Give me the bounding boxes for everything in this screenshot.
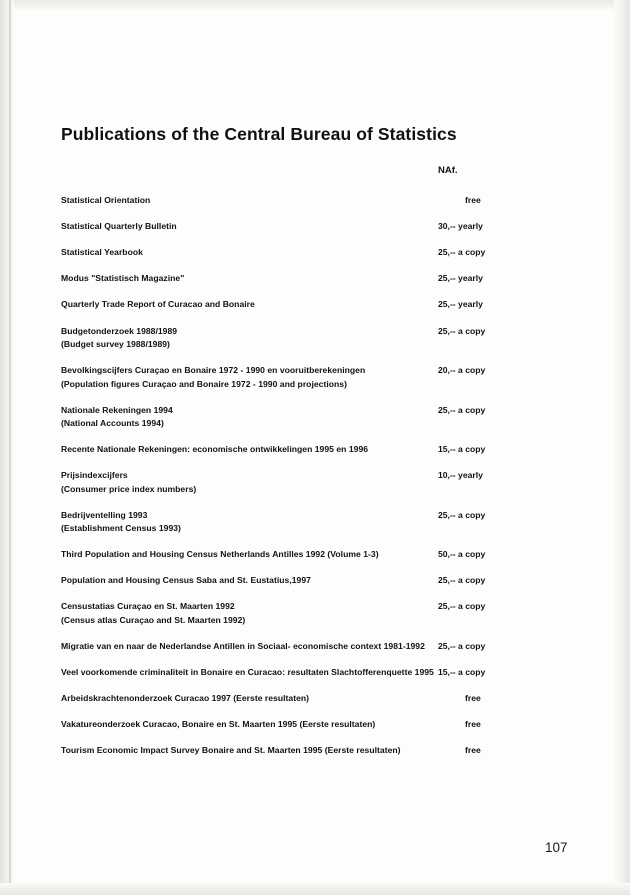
publication-title: Arbeidskrachtenonderzoek Curacao 1997 (Eerste resultaten) xyxy=(61,693,310,703)
publication-title: Bevolkingscijfers Curaçao en Bonaire 1972 - 1990 en vooruitberekeningen xyxy=(61,365,366,375)
publication-title-cell xyxy=(61,272,433,286)
publication-title-cell xyxy=(61,666,433,680)
publication-price: 30,-- yearly xyxy=(438,221,483,232)
publication-title-cell xyxy=(61,194,433,208)
publication-subtitle: (National Accounts 1994) xyxy=(61,418,164,428)
publication-title: Third Population and Housing Census Netherlands Antilles 1992 (Volume 1-3) xyxy=(61,549,379,560)
publication-price: 25,-- a copy xyxy=(438,404,486,415)
page-title: Publications of the Central Bureau of Statistics xyxy=(61,124,457,144)
publication-row xyxy=(61,272,581,298)
publication-subtitle: (Consumer price index numbers) xyxy=(61,483,197,494)
publication-subtitle: (Census atlas Curaçao and St. Maarten 1992) xyxy=(61,614,246,625)
publication-title: Censustatias Curaçao en St. Maarten 1992 xyxy=(61,601,235,612)
publication-row xyxy=(61,443,581,469)
publication-title-cell xyxy=(61,574,433,588)
publication-row xyxy=(61,325,581,351)
publication-price: 10,-- yearly xyxy=(438,470,483,481)
publication-title-cell xyxy=(61,600,433,627)
publication-title: Statistical Quarterly Bulletin xyxy=(61,221,177,232)
publication-row xyxy=(61,692,581,718)
publication-price: 15,-- a copy xyxy=(438,444,486,454)
publication-title-cell xyxy=(61,744,433,758)
publication-title-cell xyxy=(61,469,433,496)
publication-row xyxy=(61,220,581,246)
publication-price: 25,-- a copy xyxy=(438,325,486,336)
publication-title-cell xyxy=(61,325,433,352)
publication-row xyxy=(61,600,581,626)
publication-price: free xyxy=(465,195,481,205)
publication-title-cell xyxy=(61,404,433,431)
publication-title: Statistical Yearbook xyxy=(61,247,143,258)
publication-row xyxy=(61,509,581,535)
publication-row xyxy=(61,666,581,692)
publication-price: free xyxy=(465,719,481,730)
publication-price: free xyxy=(465,693,481,703)
publication-title-cell xyxy=(61,220,433,234)
publication-title-cell xyxy=(61,640,433,654)
publication-title: Recente Nationale Rekeningen: economische ontwikkelingen 1995 en 1996 xyxy=(61,444,369,454)
publication-row xyxy=(61,364,581,390)
publication-row xyxy=(61,194,581,220)
publication-price: free xyxy=(465,745,481,756)
publication-title-cell xyxy=(61,298,433,312)
publication-title: Migratie van en naar de Nederlandse Antillen in Sociaal- economische context 1981-1992 xyxy=(61,640,425,651)
publication-row xyxy=(61,744,581,770)
publication-title: Veel voorkomende criminaliteit in Bonaire en Curacao: resultaten Slachtofferenquette 1995 xyxy=(61,666,434,677)
publication-subtitle: (Budget survey 1988/1989) xyxy=(61,339,170,349)
publication-title-cell xyxy=(61,246,433,260)
currency-column-header: NAf. xyxy=(438,165,458,176)
publication-price: 25,-- a copy xyxy=(438,601,486,612)
publication-title-cell xyxy=(61,509,433,536)
publication-title: Statistical Orientation xyxy=(61,195,151,205)
publication-title-cell xyxy=(61,718,433,732)
publication-title: Tourism Economic Impact Survey Bonaire and St. Maarten 1995 (Eerste resultaten) xyxy=(61,745,401,756)
publication-row xyxy=(61,548,581,574)
publication-row xyxy=(61,469,581,495)
publication-row xyxy=(61,718,581,744)
publication-subtitle: (Establishment Census 1993) xyxy=(61,523,181,534)
publication-price: 50,-- a copy xyxy=(438,549,486,560)
publication-title-cell xyxy=(61,548,433,562)
page-number: 107 xyxy=(545,840,568,855)
publication-row xyxy=(61,246,581,272)
publication-price: 25,-- yearly xyxy=(438,273,483,284)
publication-title: Budgetonderzoek 1988/1989 xyxy=(61,325,178,336)
publication-title: Quarterly Trade Report of Curacao and Bonaire xyxy=(61,299,255,310)
publication-price: 25,-- a copy xyxy=(438,509,486,520)
publication-price: 25,-- yearly xyxy=(438,299,483,310)
publication-price: 25,-- a copy xyxy=(438,575,486,586)
publication-row xyxy=(61,574,581,600)
publication-title: Population and Housing Census Saba and St. Eustatius,1997 xyxy=(61,575,311,586)
publication-title: Prijsindexcijfers xyxy=(61,470,128,481)
publication-title: Vakatureonderzoek Curacao, Bonaire en St. Maarten 1995 (Eerste resultaten) xyxy=(61,719,376,730)
publication-row xyxy=(61,404,581,430)
publication-price: 20,-- a copy xyxy=(438,365,486,375)
publication-row xyxy=(61,640,581,666)
publication-price: 25,-- a copy xyxy=(438,640,486,651)
publication-title-cell xyxy=(61,364,433,391)
publication-title: Bedrijventelling 1993 xyxy=(61,509,148,520)
publication-title-cell xyxy=(61,692,433,706)
publication-price: 15,-- a copy xyxy=(438,666,486,677)
publication-row xyxy=(61,298,581,324)
publication-title: Nationale Rekeningen 1994 xyxy=(61,404,173,415)
publication-title-cell xyxy=(61,443,433,457)
publication-price: 25,-- a copy xyxy=(438,247,486,258)
publication-title: Modus "Statistisch Magazine" xyxy=(61,273,185,284)
publication-subtitle: (Population figures Curaçao and Bonaire 1972 - 1990 and projections) xyxy=(61,378,347,389)
